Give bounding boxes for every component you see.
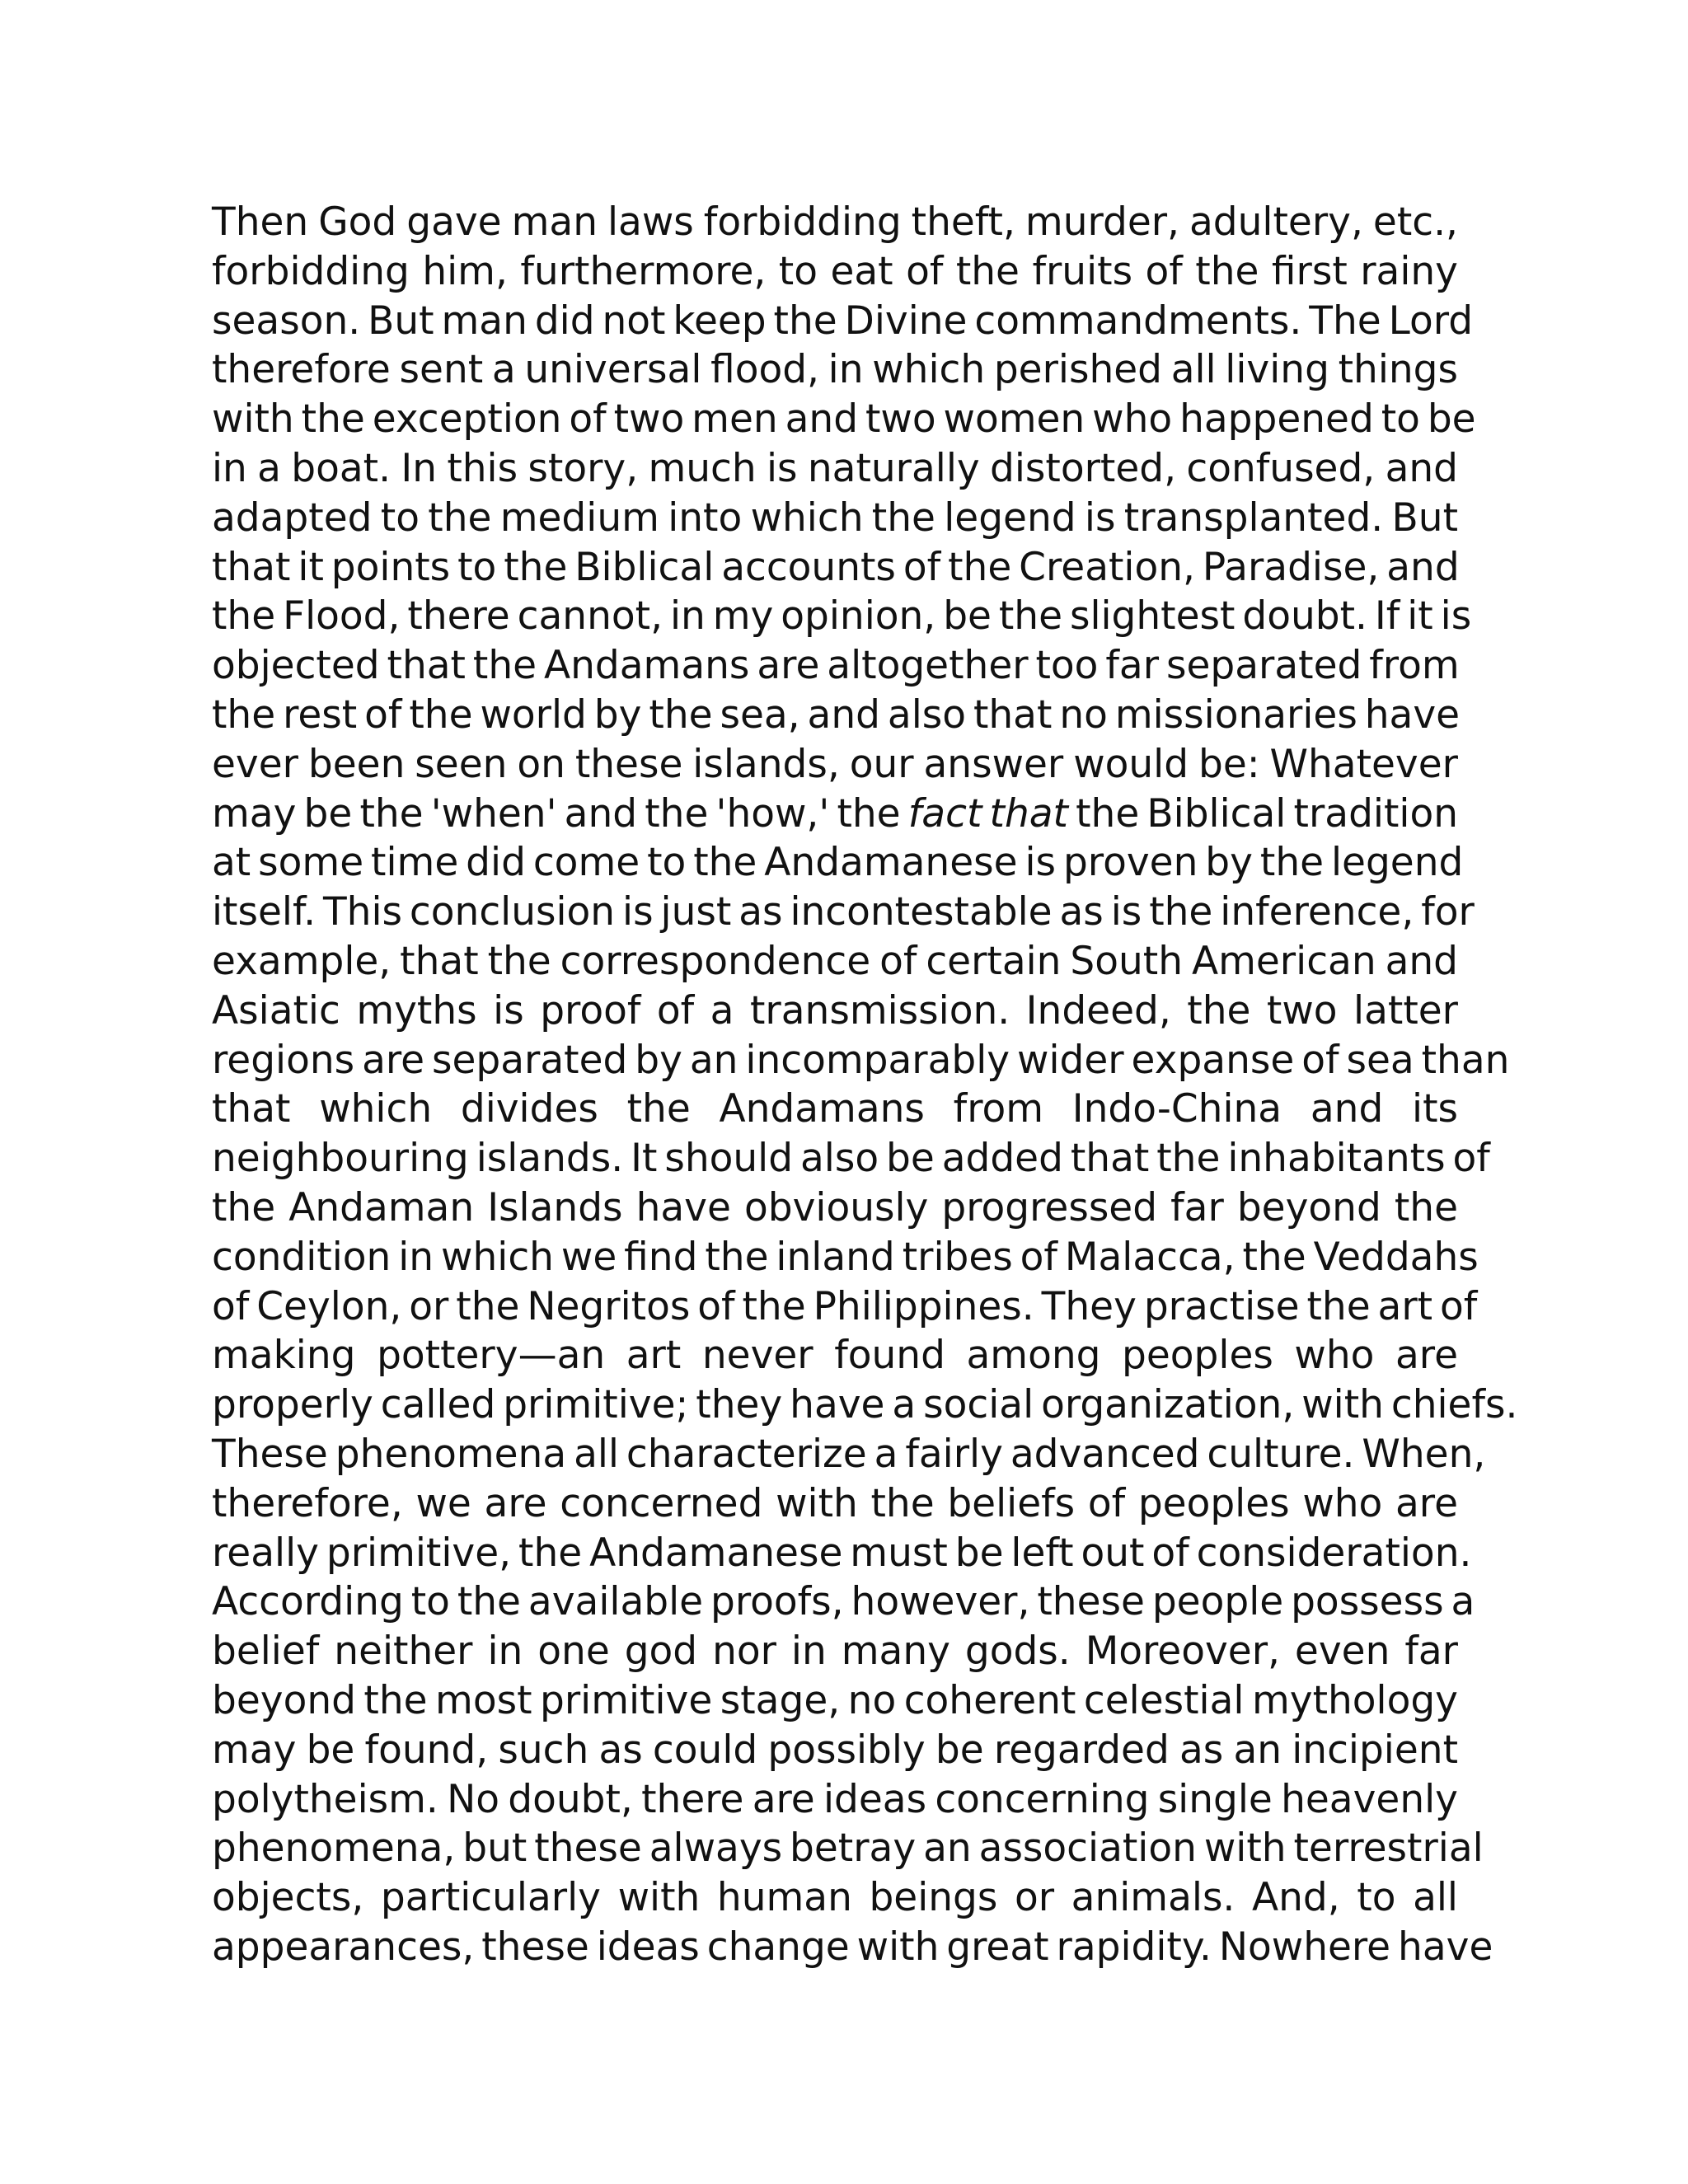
- text-line-with-italic: [212, 790, 1458, 839]
- text-line: appearances, these ideas change with great rapidity. Nowhere have: [212, 1924, 1493, 1970]
- text-line: neighbouring islands. It should also be added that the inhabitants of: [212, 1136, 1490, 1182]
- text-line: These phenomena all characterize a fairly advanced culture. When,: [212, 1431, 1486, 1477]
- text-line: regions are separated by an incomparably wider expanse of sea than: [212, 1037, 1510, 1083]
- text-line: therefore sent a universal flood, in which perished all living things: [212, 347, 1458, 393]
- text-line: objects, particularly with human beings or animals. And, to all: [212, 1875, 1458, 1921]
- text-line: that it points to the Biblical accounts of the Creation, Paradise, and: [212, 544, 1460, 590]
- italic-phrase: fact that: [907, 790, 1068, 837]
- text-line: adapted to the medium into which the legend is transplanted. But: [212, 494, 1458, 541]
- text-line: making pottery—an art never found among peoples who are: [212, 1333, 1458, 1379]
- text-line: phenomena, but these always betray an association with terrestrial: [212, 1825, 1484, 1872]
- text-line: According to the available proofs, however, these people possess a: [212, 1579, 1475, 1625]
- line-text-after-italic: the Biblical tradition: [1067, 790, 1458, 837]
- text-line: in a boat. In this story, much is naturally distorted, confused, and: [212, 445, 1458, 491]
- line-text-before-italic: may be the 'when' and the 'how,' the: [212, 790, 908, 837]
- text-line: the Flood, there cannot, in my opinion, be the slightest doubt. If it is: [212, 593, 1472, 640]
- text-line: season. But man did not keep the Divine commandments. The Lord: [212, 298, 1474, 344]
- text-line: itself. This conclusion is just as incontestable as is the inference, for: [212, 889, 1475, 935]
- text-line: of Ceylon, or the Negritos of the Philippines. They practise the art of: [212, 1283, 1478, 1329]
- text-line: Then God gave man laws forbidding theft, murder, adultery, etc.,: [212, 199, 1458, 245]
- text-line: forbidding him, furthermore, to eat of the fruits of the first rainy: [212, 248, 1458, 294]
- text-line: beyond the most primitive stage, no coherent celestial mythology: [212, 1677, 1458, 1723]
- text-line: objected that the Andamans are altogether too far separated from: [212, 643, 1460, 689]
- text-line: condition in which we find the inland tribes of Malacca, the Veddahs: [212, 1234, 1479, 1280]
- text-line: with the exception of two men and two women who happened to be: [212, 396, 1476, 443]
- text-line: the Andaman Islands have obviously progressed far beyond the: [212, 1184, 1458, 1230]
- text-line: the rest of the world by the sea, and also that no missionaries have: [212, 691, 1461, 738]
- text-line: properly called primitive; they have a social organization, with chiefs.: [212, 1382, 1518, 1428]
- text-line: polytheism. No doubt, there are ideas concerning single heavenly: [212, 1776, 1458, 1822]
- text-line: belief neither in one god nor in many gods. Moreover, even far: [212, 1629, 1458, 1675]
- text-line: that which divides the Andamans from Indo-China and its: [212, 1086, 1458, 1132]
- text-line: may be found, such as could possibly be regarded as an incipient: [212, 1727, 1458, 1773]
- text-line: really primitive, the Andamanese must be left out of consideration.: [212, 1530, 1472, 1576]
- text-line: Asiatic myths is proof of a transmission. Indeed, the two latter: [212, 987, 1458, 1033]
- text-line: example, that the correspondence of certain South American and: [212, 938, 1458, 984]
- body-text: [212, 198, 1518, 1972]
- text-line: ever been seen on these islands, our answer would be: Whatever: [212, 741, 1458, 787]
- text-line: therefore, we are concerned with the beliefs of peoples who are: [212, 1480, 1458, 1526]
- text-line: at some time did come to the Andamanese is proven by the legend: [212, 840, 1464, 886]
